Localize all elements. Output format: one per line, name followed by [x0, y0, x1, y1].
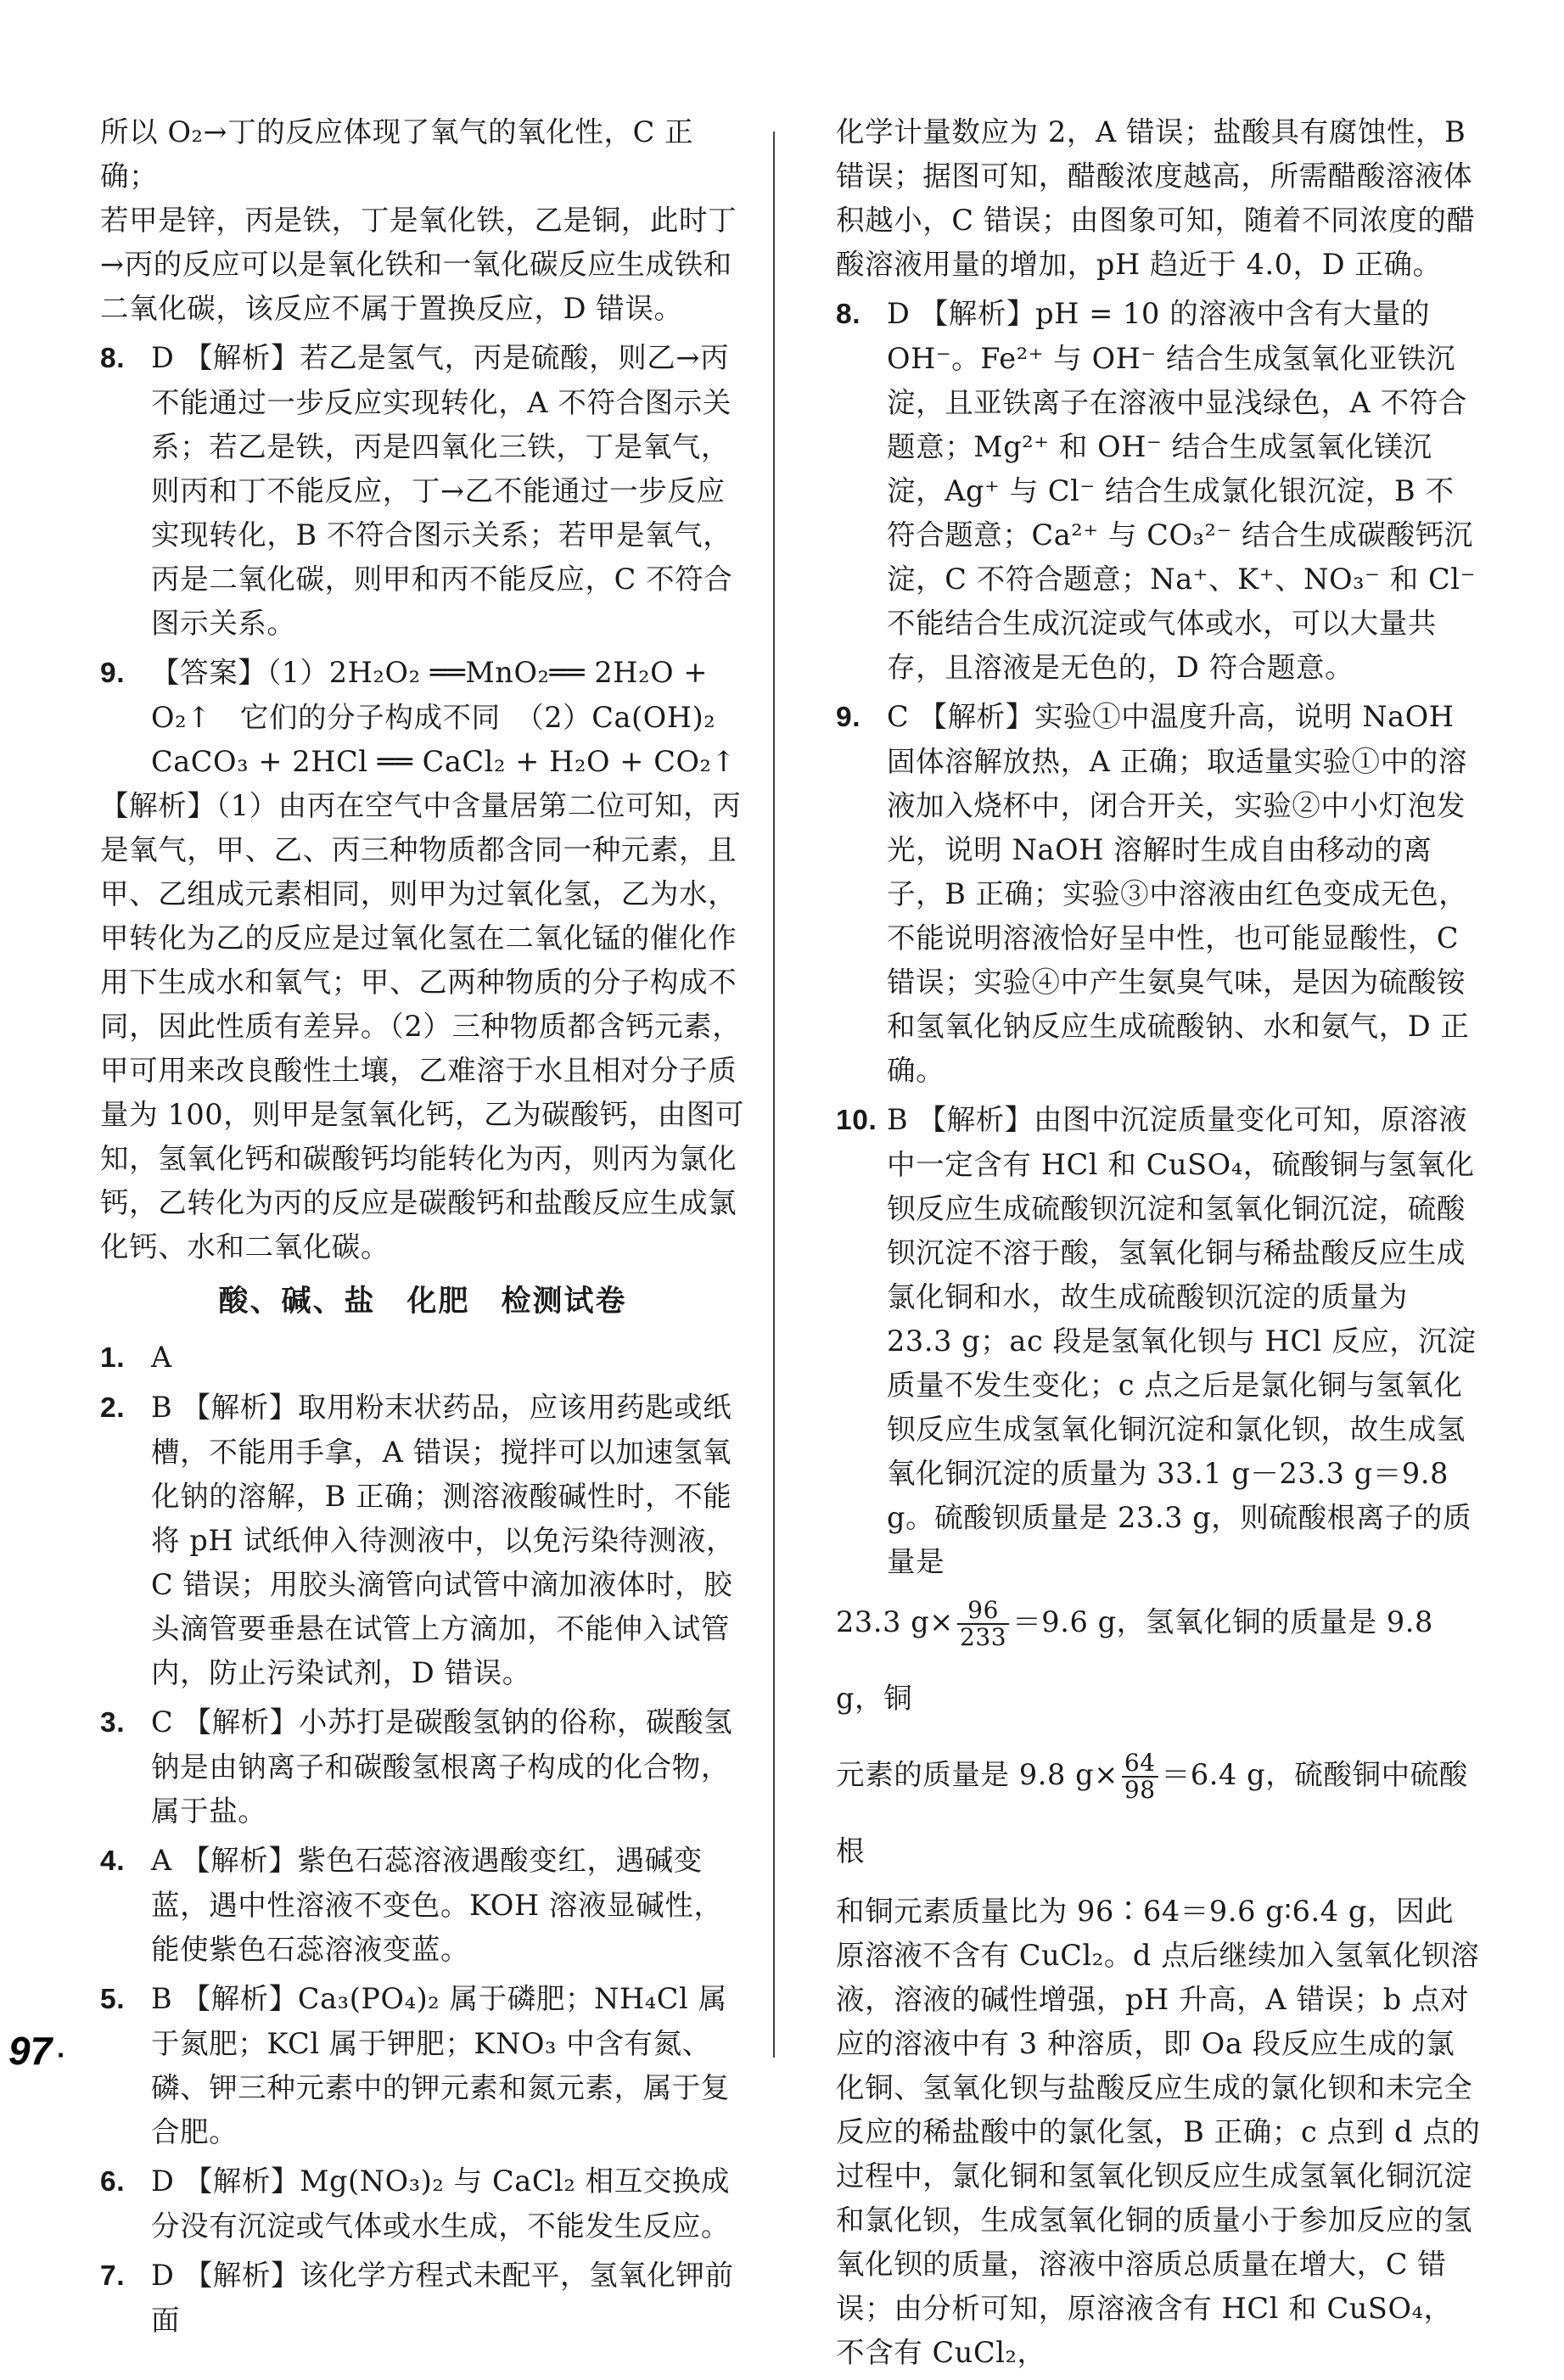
- intro-line: 所以 O₂→丁的反应体现了氧气的氧化性，C 正确；: [100, 115, 694, 193]
- question-text: C 【解析】实验①中温度升高，说明 NaOH 固体溶解放热，A 正确；取适量实验①中的溶液加入烧杯中，闭合开关，实验②中小灯泡发光，说明 NaOH 溶解时生成自由移动的离子，B 正确；实验③中溶液由红色变成无色，不能说明溶液恰好呈中性，也可能显酸性，C 错误；实验④中产生氨臭气味，是因为硫酸铵和氢氧化钠反应生成硫酸钠、水和氨气，D 正确。: [887, 700, 1470, 1087]
- question-number: 8.: [100, 343, 126, 374]
- question-text: B 【解析】取用粉末状药品，应该用药匙或纸槽，不能用手拿，A 错误；搅拌可以加速氢氧化钠的溶解，B 正确；测溶液酸碱性时，不能将 pH 试纸伸入待测液中，以免污染待测液，C 错误；用胶头滴管向试管中滴加液体时，胶头滴管要垂悬在试管上方滴加，不能伸入试管内，防止污染试剂，D 错误。: [151, 1391, 736, 1689]
- fraction-line-1: [836, 1584, 1481, 1737]
- intro-line: 若甲是锌，丙是铁，丁是氧化铁，乙是铜，此时丁: [100, 204, 737, 237]
- question-text: D 【解析】若乙是氢气，丙是硫酸，则乙→丙不能通过一步反应实现转化，A 不符合图示关系；若乙是铁，丙是四氧化三铁，丁是氧气，则丙和丁不能反应，丁→乙不能通过一步反应实现转化，B 不符合图示关系；若甲是氧气，丙是二氧化碳，则甲和丙不能反应，C 不符合图示关系。: [151, 341, 733, 640]
- formula-text: ＝6.4 g，硫酸铜中硫酸根: [836, 1758, 1468, 1868]
- fraction-denominator: 233: [959, 1623, 1007, 1651]
- intro-line: 二氧化碳，该反应不属于置换反应，D 错误。: [100, 292, 683, 325]
- fraction: [957, 1598, 1009, 1650]
- page-number-value: 97: [8, 2029, 53, 2073]
- fraction-numerator: 64: [1122, 1750, 1158, 1778]
- column-divider: [773, 132, 775, 2058]
- question-number: 3.: [100, 1707, 126, 1739]
- question-number: 6.: [100, 2166, 126, 2198]
- fraction-line-2: [836, 1737, 1481, 1890]
- list-item: [100, 1386, 745, 1695]
- question-8-right: [836, 292, 1481, 690]
- question-text: D 【解析】pH = 10 的溶液中含有大量的 OH⁻。Fe²⁺ 与 OH⁻ 结合生成氢氧化亚铁沉淀，且亚铁离子在溶液中显浅绿色，A 不符合题意；Mg²⁺ 和 OH⁻ 结合生成氢氧化镁沉淀，Ag⁺ 与 Cl⁻ 结合生成氯化银沉淀，B 不符合题意；Ca²⁺ 与 CO₃²⁻ 结合生成碳酸钙沉淀，C 不符合题意；Na⁺、K⁺、NO₃⁻ 和 Cl⁻ 不能结合生成沉淀或气体或水，可以大量共存，且溶液是无色的，D 符合题意。: [887, 297, 1476, 684]
- question-text: B 【解析】由图中沉淀质量变化可知，原溶液中一定含有 HCl 和 CuSO₄，硫酸铜与氢氧化钡反应生成硫酸钡沉淀和氢氧化铜沉淀，硫酸钡沉淀不溶于酸，氢氧化铜与稀盐酸反应生成氯化铜和水，故生成硫酸钡沉淀的质量为 23.3 g；ac 段是氢氧化钡与 HCl 反应，沉淀质量不发生变化；c 点之后是氯化铜与氢氧化钡反应生成氢氧化铜沉淀和氯化钡，故生成氢氧化铜沉淀的质量为 33.1 g－23.3 g＝9.8 g。硫酸钡质量是 23.3 g，则硫酸根离子的质量是: [887, 1103, 1477, 1578]
- question-number: 4.: [100, 1845, 126, 1877]
- question-number: 9.: [100, 658, 126, 689]
- list-item: [100, 1336, 745, 1380]
- question-10-right: [836, 1098, 1481, 2375]
- fraction-denominator: 98: [1124, 1776, 1156, 1804]
- question-text: B 【解析】Ca₃(PO₄)₂ 属于磷肥；NH₄Cl 属于氮肥；KCl 属于钾肥；KNO₃ 中含有氮、磷、钾三种元素中的钾元素和氮元素，属于复合肥。: [151, 1982, 730, 2148]
- question-9-left: [100, 651, 745, 1269]
- question-text: A 【解析】紫色石蕊溶液遇酸变红，遇碱变蓝，遇中性溶液不变色。KOH 溶液显碱性，能使紫色石蕊溶液变蓝。: [151, 1844, 723, 1966]
- question-number: 8.: [836, 299, 861, 330]
- list-item: [100, 1839, 745, 1972]
- list-item: [100, 2159, 745, 2248]
- left-column: [100, 110, 745, 2348]
- formula-text: 元素的质量是 9.8 g×: [836, 1758, 1118, 1791]
- question-number: 9.: [836, 702, 861, 733]
- right-column: [836, 110, 1481, 2380]
- answer-text: 【答案】（1）2H₂O₂ ══MnO₂══ 2H₂O + O₂↑ 它们的分子构成不同 （2）Ca(OH)₂ CaCO₃ + 2HCl ══ CaCl₂ + H₂O + CO₂↑: [151, 656, 745, 778]
- section-title: 酸、碱、盐 化肥 检测试卷: [218, 1285, 627, 1319]
- question-number: 5.: [100, 1984, 126, 2015]
- question-text: A: [151, 1341, 172, 1374]
- question-text: D 【解析】该化学方程式未配平，氢氧化钾前面: [151, 2259, 734, 2337]
- question-text: C 【解析】小苏打是碳酸氢钠的俗称，碳酸氢钠是由钠离子和碳酸氢根离子构成的化合物，属于盐。: [151, 1705, 733, 1828]
- question-number: 1.: [100, 1342, 126, 1374]
- intro-line: →丙的反应可以是氧化铁和一氧化碳反应生成铁和: [100, 248, 732, 281]
- analysis-text: 【解析】（1）由丙在空气中含量居第二位可知，丙是氧气，甲、乙、丙三种物质都含同一种元素，且甲、乙组成元素相同，则甲为过氧化氢，乙为水，甲转化为乙的反应是过氧化氢在二氧化锰的催化作用下生成水和氧气；甲、乙两种物质的分子构成不同，因此性质有差异。（2）三种物质都含钙元素，甲可用来改良酸性土壤，乙难溶于水且相对分子质量为 100，则甲是氢氧化钙，乙为碳酸钙，由图可知，氢氧化钙和碳酸钙均能转化为丙，则丙为氯化钙，乙转化为丙的反应是碳酸钙和盐酸反应生成氯化钙、水和二氧化碳。: [100, 789, 744, 1263]
- fraction: [1122, 1750, 1158, 1803]
- page-number-dot: ·: [57, 2040, 66, 2070]
- question-text: D 【解析】Mg(NO₃)₂ 与 CaCl₂ 相互交换成分没有沉淀或气体或水生成，不能发生反应。: [151, 2164, 731, 2243]
- fraction-numerator: 96: [957, 1598, 1009, 1625]
- question-number: 10.: [836, 1105, 877, 1136]
- question-8-left: [100, 336, 745, 646]
- continued-text: 化学计量数应为 2，A 错误；盐酸具有腐蚀性，B 错误；据图可知，醋酸浓度越高，所需醋酸溶液体积越小，C 错误；由图象可知，随着不同浓度的醋酸溶液用量的增加，pH 趋近于 4.0，D 正确。: [836, 115, 1476, 281]
- analysis-text: 和铜元素质量比为 96∶64＝9.6 g∶6.4 g，因此原溶液不含有 CuCl₂。d 点后继续加入氢氧化钡溶液，溶液的碱性增强，pH 升高，A 错误；b 点对应的溶液中有 3 种溶质，即 Oa 段反应生成的氯化铜、氢氧化钡与盐酸反应生成的氯化钡和未完全反应的稀盐酸中的氯化氢，B 正确；c 点到 d 点的过程中，氯化铜和氢氧化钡反应生成氢氧化铜沉淀和氯化钡，生成氢氧化铜的质量小于参加反应的氢氧化钡的质量，溶液中溶质总质量在增大，C 错误；由分析可知，原溶液含有 HCl 和 CuSO₄，不含有 CuCl₂，: [836, 1895, 1481, 2369]
- question-number: 2.: [100, 1392, 126, 1424]
- page-number: [8, 2028, 66, 2074]
- question-number: 7.: [100, 2260, 126, 2292]
- list-item: [100, 2254, 745, 2343]
- list-item: [100, 1977, 745, 2154]
- list-item: [100, 1700, 745, 1834]
- question-9-right: [836, 695, 1481, 1093]
- formula-text: 23.3 g×: [836, 1605, 954, 1638]
- formula-text: ＝9.6 g，氢氧化铜的质量是 9.8 g，铜: [836, 1605, 1433, 1715]
